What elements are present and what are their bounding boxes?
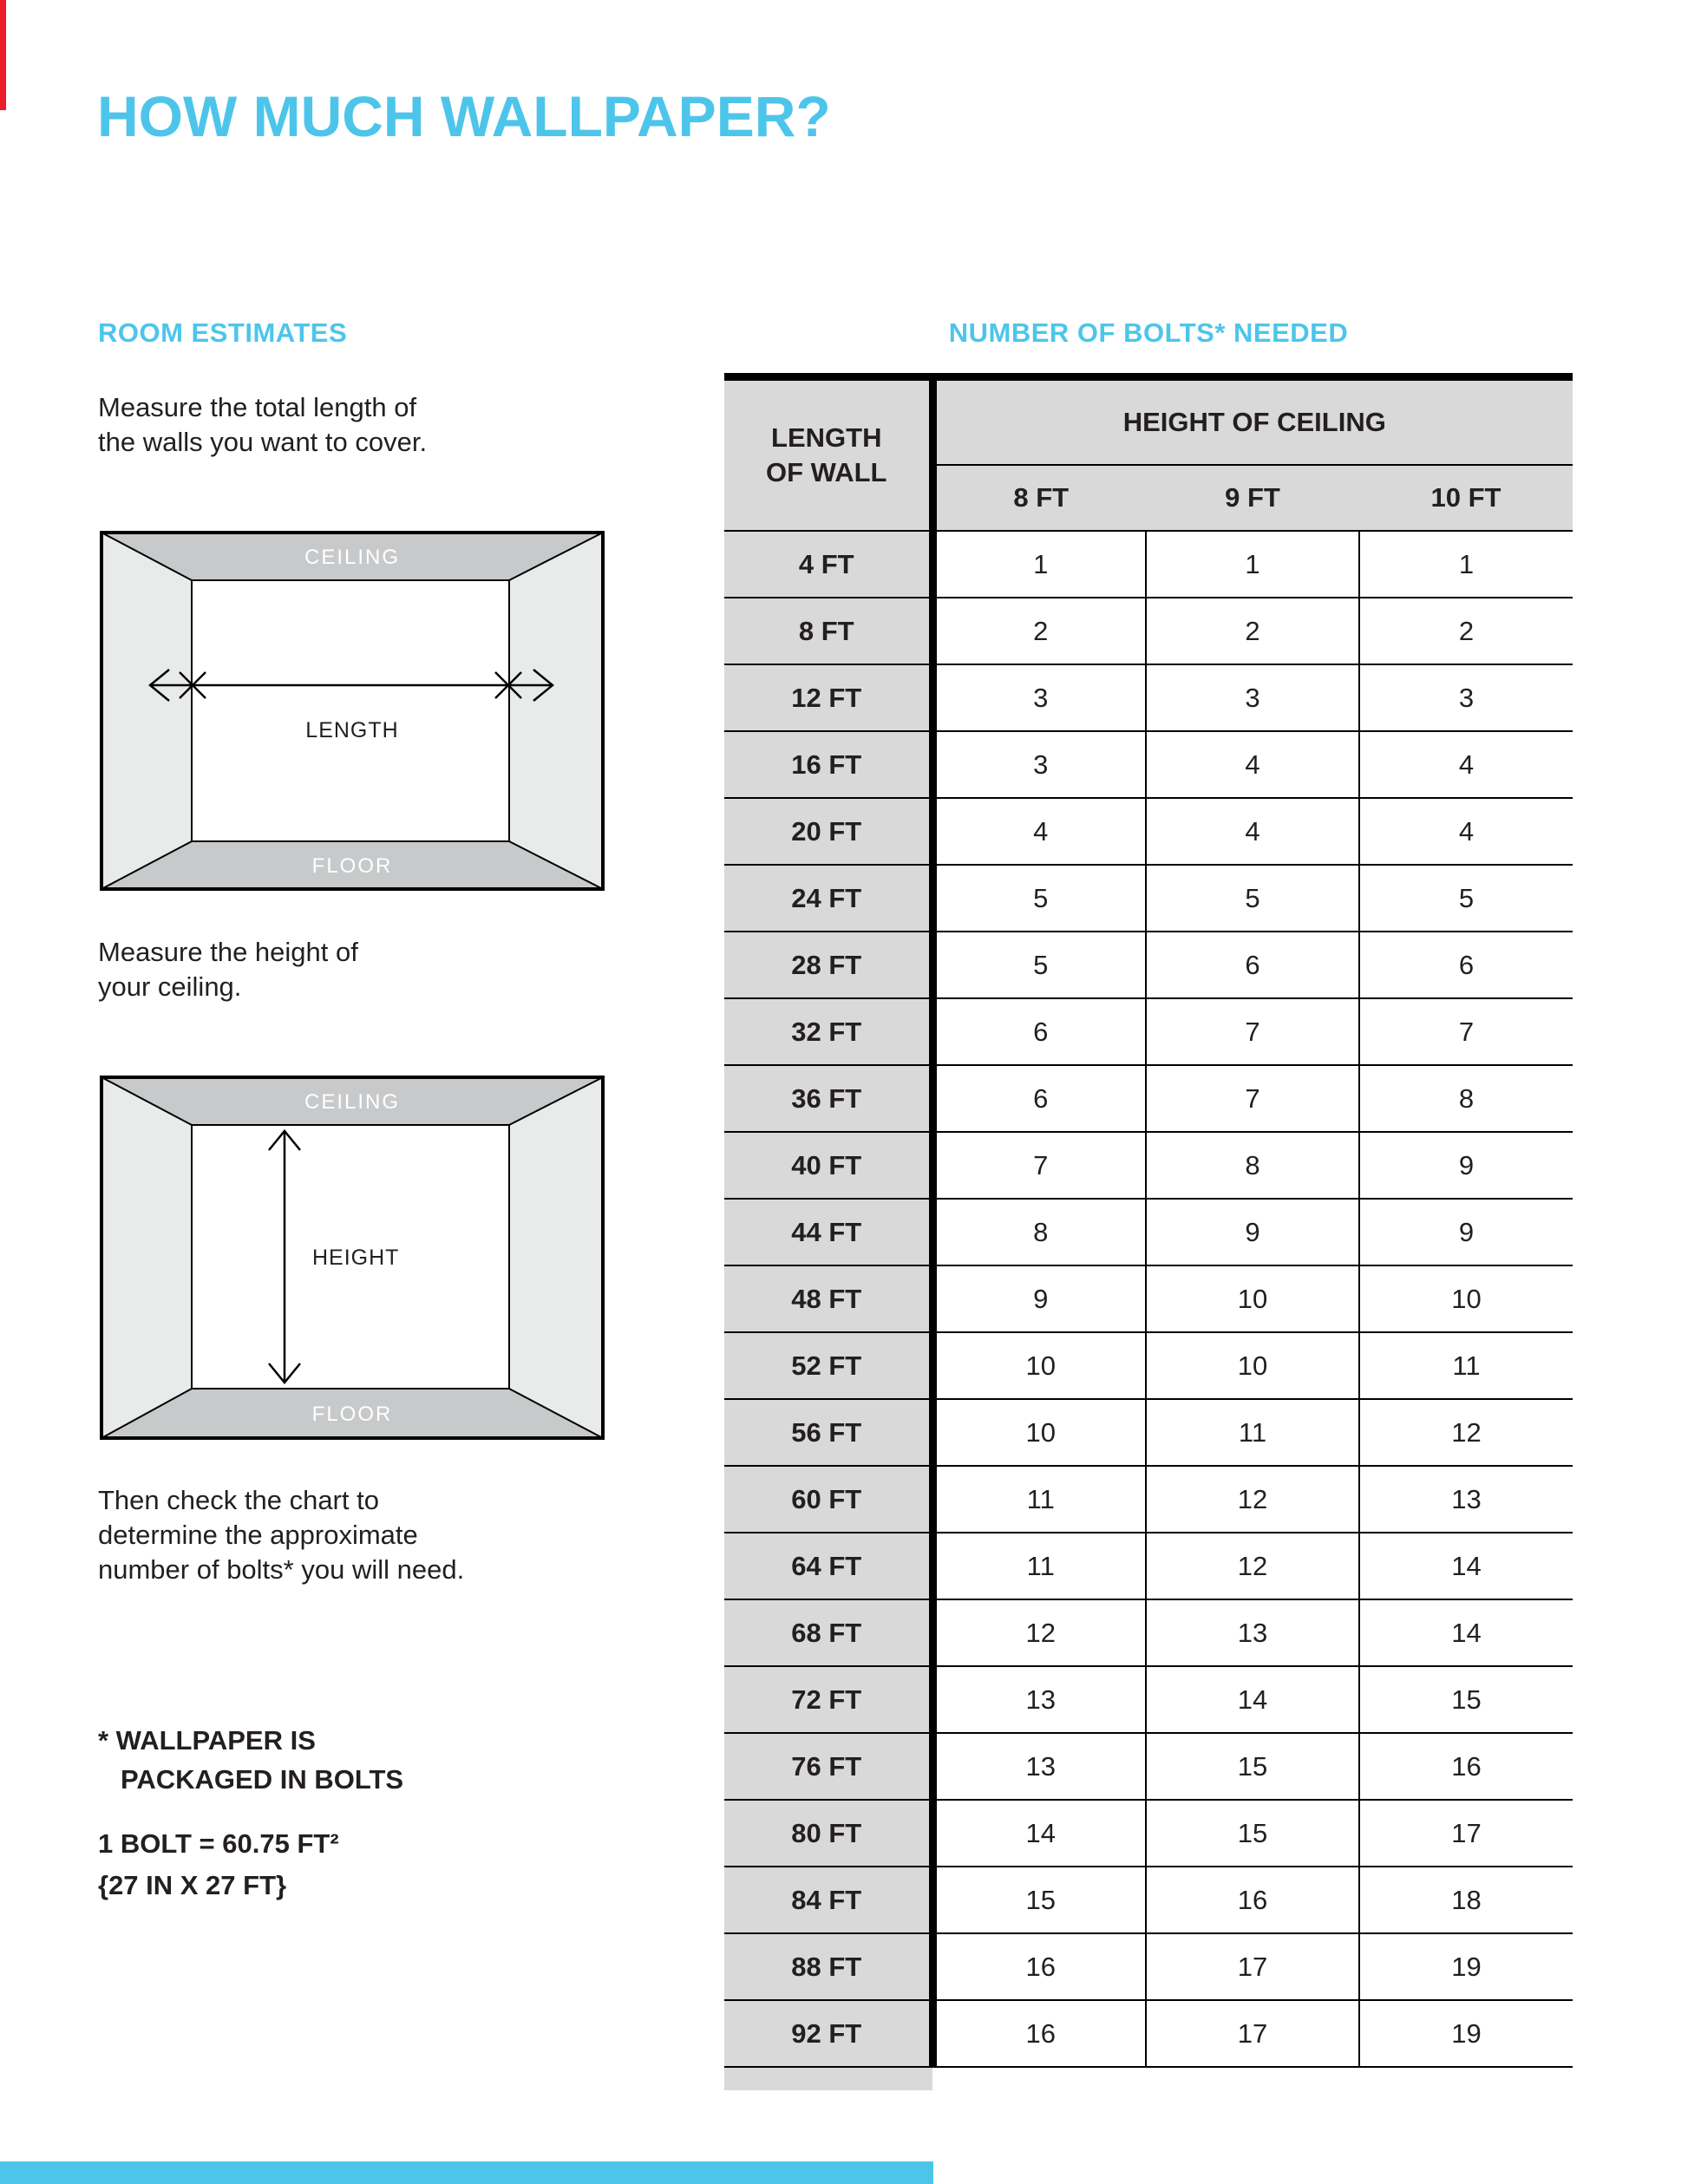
footer-bar [0, 2161, 933, 2184]
row-length-label: 4 FT [724, 531, 932, 598]
bolt-count-cell: 13 [932, 1666, 1146, 1733]
bolt-size-note: 1 BOLT = 60.75 FT² [98, 1828, 339, 1859]
row-length-label: 12 FT [724, 664, 932, 731]
text-line: LENGTH [771, 422, 882, 453]
row-length-label: 80 FT [724, 1800, 932, 1867]
instruction-step-2 [98, 935, 358, 1004]
bolt-count-cell: 12 [1146, 1533, 1359, 1599]
bolt-dimensions-note: {27 IN X 27 FT} [98, 1870, 287, 1900]
bolt-count-cell: 10 [1146, 1265, 1359, 1332]
bolt-count-cell: 4 [1146, 798, 1359, 865]
bolt-count-cell: 8 [1359, 1065, 1573, 1132]
bolt-count-cell: 1 [1359, 531, 1573, 598]
column-header-9ft: 9 FT [1146, 465, 1359, 531]
bolts-table [724, 373, 1573, 2068]
bolt-count-cell: 17 [1359, 1800, 1573, 1867]
row-length-label: 60 FT [724, 1466, 932, 1533]
bolt-count-cell: 10 [932, 1399, 1146, 1466]
page-title: HOW MUCH WALLPAPER? [97, 84, 831, 148]
left-wall-panel [101, 533, 192, 889]
bolt-count-cell: 2 [1146, 598, 1359, 664]
row-length-label: 68 FT [724, 1599, 932, 1666]
height-of-ceiling-header: HEIGHT OF CEILING [932, 377, 1573, 466]
bolt-count-cell: 16 [1359, 1733, 1573, 1800]
table-row [724, 664, 1573, 731]
text-line: Then check the chart to [98, 1485, 379, 1515]
bolt-count-cell: 2 [1359, 598, 1573, 664]
table-row [724, 1599, 1573, 1666]
table-row [724, 1933, 1573, 2000]
red-edge-mark [0, 0, 6, 110]
table-row [724, 598, 1573, 664]
bolts-footnote [98, 1721, 403, 1799]
table-row [724, 1399, 1573, 1466]
table-row [724, 1132, 1573, 1199]
bolt-count-cell: 13 [932, 1733, 1146, 1800]
bolt-count-cell: 6 [932, 1065, 1146, 1132]
row-length-label: 28 FT [724, 932, 932, 998]
room-height-diagram [100, 1076, 605, 1440]
text-line: Measure the total length of [98, 392, 417, 422]
bolt-count-cell: 11 [932, 1533, 1146, 1599]
column-header-10ft: 10 FT [1359, 465, 1573, 531]
bolt-count-cell: 7 [1146, 998, 1359, 1065]
bolt-count-cell: 10 [932, 1332, 1146, 1399]
bolt-count-cell: 11 [1146, 1399, 1359, 1466]
left-wall-panel [101, 1077, 192, 1438]
row-length-label: 24 FT [724, 865, 932, 932]
bolt-count-cell: 5 [932, 865, 1146, 932]
bolt-count-cell: 19 [1359, 2000, 1573, 2067]
bolt-count-cell: 15 [932, 1867, 1146, 1933]
bolt-count-cell: 2 [932, 598, 1146, 664]
bolt-count-cell: 4 [932, 798, 1146, 865]
bolt-count-cell: 11 [932, 1466, 1146, 1533]
bolt-count-cell: 14 [932, 1800, 1146, 1867]
row-length-label: 16 FT [724, 731, 932, 798]
table-row [724, 865, 1573, 932]
bolt-count-cell: 9 [1359, 1199, 1573, 1265]
table-row [724, 1199, 1573, 1265]
text-line: PACKAGED IN BOLTS [121, 1764, 404, 1795]
table-row [724, 1065, 1573, 1132]
bolt-count-cell: 3 [932, 731, 1146, 798]
bolt-count-cell: 9 [932, 1265, 1146, 1332]
bolts-table-heading: NUMBER OF BOLTS* NEEDED [948, 317, 1349, 348]
table-row [724, 1332, 1573, 1399]
bolt-count-cell: 4 [1146, 731, 1359, 798]
bolt-count-cell: 15 [1146, 1733, 1359, 1800]
table-row [724, 531, 1573, 598]
bolt-count-cell: 5 [1146, 865, 1359, 932]
row-length-label: 84 FT [724, 1867, 932, 1933]
row-length-label: 72 FT [724, 1666, 932, 1733]
table-header-row-1 [724, 377, 1573, 466]
bolt-count-cell: 5 [932, 932, 1146, 998]
length-label: LENGTH [305, 718, 399, 742]
bolt-count-cell: 19 [1359, 1933, 1573, 2000]
bolt-count-cell: 12 [1359, 1399, 1573, 1466]
row-length-label: 20 FT [724, 798, 932, 865]
text-line: your ceiling. [98, 971, 242, 1002]
instruction-step-1 [98, 390, 427, 460]
bolt-count-cell: 16 [932, 2000, 1146, 2067]
bolt-count-cell: 9 [1359, 1132, 1573, 1199]
room-estimates-heading: ROOM ESTIMATES [98, 317, 348, 348]
table-row [724, 1466, 1573, 1533]
row-length-label: 8 FT [724, 598, 932, 664]
length-of-wall-header [724, 377, 932, 532]
table-row [724, 1800, 1573, 1867]
bolt-count-cell: 17 [1146, 2000, 1359, 2067]
row-length-label: 92 FT [724, 2000, 932, 2067]
table-row [724, 1265, 1573, 1332]
bolts-table-area [724, 373, 1581, 2090]
table-row [724, 1666, 1573, 1733]
bolt-count-cell: 14 [1359, 1533, 1573, 1599]
bolt-count-cell: 5 [1359, 865, 1573, 932]
row-length-label: 40 FT [724, 1132, 932, 1199]
height-label: HEIGHT [312, 1246, 400, 1270]
table-row [724, 932, 1573, 998]
bolt-count-cell: 7 [932, 1132, 1146, 1199]
bolt-count-cell: 14 [1146, 1666, 1359, 1733]
table-row [724, 731, 1573, 798]
bolt-count-cell: 7 [1146, 1065, 1359, 1132]
bolt-count-cell: 6 [932, 998, 1146, 1065]
bolt-count-cell: 3 [932, 664, 1146, 731]
bolt-count-cell: 9 [1146, 1199, 1359, 1265]
table-row [724, 1733, 1573, 1800]
bolt-count-cell: 6 [1359, 932, 1573, 998]
bolt-count-cell: 1 [1146, 531, 1359, 598]
bolt-count-cell: 12 [1146, 1466, 1359, 1533]
bolt-count-cell: 6 [1146, 932, 1359, 998]
bolt-count-cell: 15 [1359, 1666, 1573, 1733]
text-line: Measure the height of [98, 937, 358, 967]
row-length-label: 44 FT [724, 1199, 932, 1265]
ceiling-label: CEILING [304, 1090, 401, 1114]
bolt-count-cell: 17 [1146, 1933, 1359, 2000]
floor-label: FLOOR [311, 1403, 393, 1426]
table-gray-tail [724, 2068, 932, 2090]
text-line: determine the approximate [98, 1520, 418, 1550]
bolt-count-cell: 10 [1359, 1265, 1573, 1332]
right-wall-panel [509, 533, 603, 889]
row-length-label: 76 FT [724, 1733, 932, 1800]
table-row [724, 798, 1573, 865]
row-length-label: 36 FT [724, 1065, 932, 1132]
bolt-count-cell: 15 [1146, 1800, 1359, 1867]
back-wall-panel [192, 580, 509, 841]
bolt-count-cell: 11 [1359, 1332, 1573, 1399]
ceiling-label: CEILING [304, 546, 401, 569]
bolt-count-cell: 10 [1146, 1332, 1359, 1399]
bolt-count-cell: 4 [1359, 731, 1573, 798]
bolt-count-cell: 7 [1359, 998, 1573, 1065]
text-line: number of bolts* you will need. [98, 1554, 465, 1585]
table-row [724, 1867, 1573, 1933]
bolts-table-body [724, 377, 1573, 2068]
column-header-8ft: 8 FT [932, 465, 1146, 531]
text-line: OF WALL [766, 457, 887, 487]
bolt-count-cell: 16 [932, 1933, 1146, 2000]
table-row [724, 1533, 1573, 1599]
text-line: the walls you want to cover. [98, 427, 428, 457]
bolt-count-cell: 3 [1146, 664, 1359, 731]
bolt-count-cell: 4 [1359, 798, 1573, 865]
row-length-label: 88 FT [724, 1933, 932, 2000]
row-length-label: 52 FT [724, 1332, 932, 1399]
row-length-label: 56 FT [724, 1399, 932, 1466]
bolt-count-cell: 18 [1359, 1867, 1573, 1933]
bolt-count-cell: 14 [1359, 1599, 1573, 1666]
right-wall-panel [509, 1077, 603, 1438]
table-row [724, 2000, 1573, 2067]
bolt-count-cell: 13 [1359, 1466, 1573, 1533]
bolt-count-cell: 13 [1146, 1599, 1359, 1666]
instruction-step-3 [98, 1483, 464, 1587]
table-row [724, 998, 1573, 1065]
bolt-count-cell: 8 [932, 1199, 1146, 1265]
bolt-count-cell: 3 [1359, 664, 1573, 731]
bolt-count-cell: 8 [1146, 1132, 1359, 1199]
row-length-label: 32 FT [724, 998, 932, 1065]
row-length-label: 64 FT [724, 1533, 932, 1599]
bolt-count-cell: 12 [932, 1599, 1146, 1666]
row-length-label: 48 FT [724, 1265, 932, 1332]
bolt-count-cell: 1 [932, 531, 1146, 598]
bolt-count-cell: 16 [1146, 1867, 1359, 1933]
floor-label: FLOOR [311, 854, 393, 878]
text-line: * WALLPAPER IS [98, 1725, 316, 1756]
room-length-diagram [100, 531, 605, 891]
